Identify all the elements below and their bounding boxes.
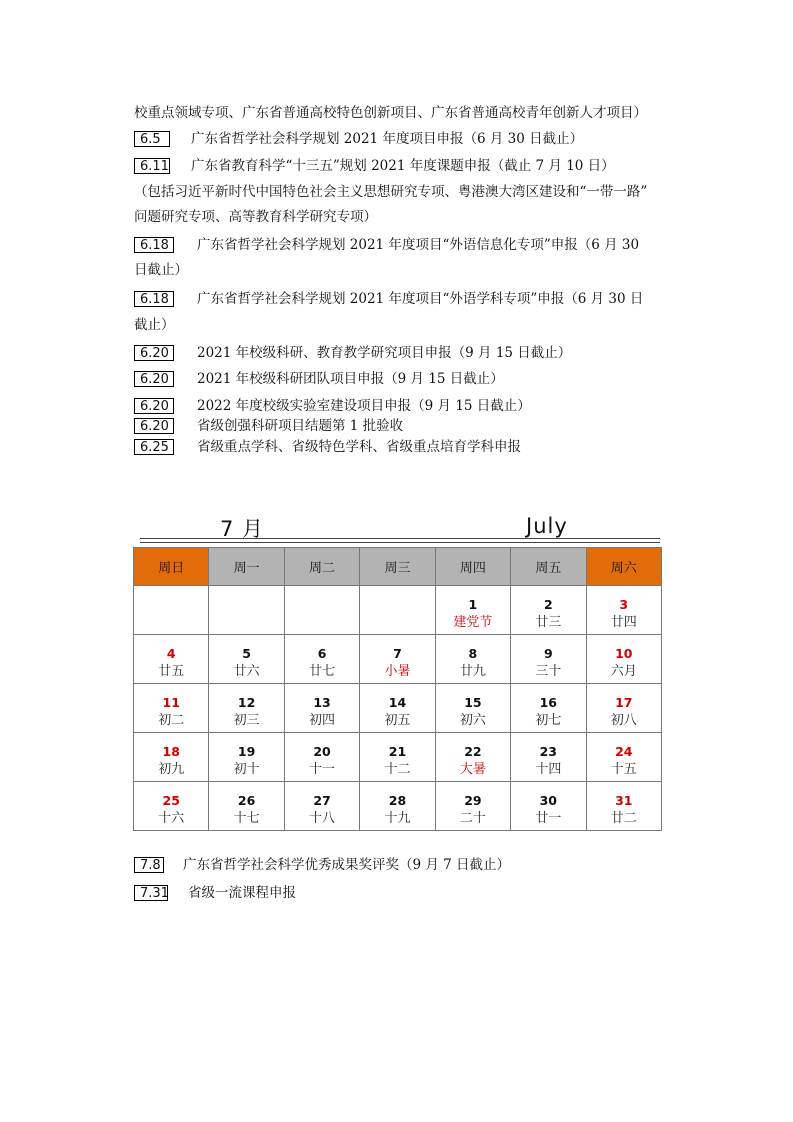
calendar-day-cell — [134, 684, 209, 733]
day-number: 25 — [162, 793, 180, 808]
lunar-label: 十五 — [610, 762, 637, 777]
lunar-label: 初三 — [233, 713, 260, 728]
day-number: 21 — [388, 744, 407, 759]
header-rule-bottom — [140, 542, 660, 543]
item-6-18a-cont: 日截止） — [134, 262, 188, 278]
day-number: 6 — [317, 646, 327, 661]
item-6-20c-text: 2022 年度校级实验室建设项目申报（9 月 15 日截止） — [197, 398, 531, 414]
lunar-label: 十二 — [384, 762, 411, 777]
calendar-day-cell — [360, 586, 435, 635]
lunar-label: 初四 — [309, 713, 336, 728]
calendar-day-cell — [511, 733, 586, 782]
weekday-header-row — [134, 548, 662, 586]
day-number: 29 — [464, 793, 482, 808]
month-title-cn: 7 月 — [220, 517, 265, 541]
calendar-day-cell — [360, 635, 435, 684]
day-number: 9 — [543, 646, 553, 661]
calendar-day-cell — [284, 733, 359, 782]
date-badge-6-20b: 6.20 — [134, 371, 174, 387]
day-number: 24 — [615, 744, 633, 759]
calendar-week-row — [134, 733, 662, 782]
lunar-label: 廿六 — [233, 664, 260, 679]
lunar-label: 廿七 — [309, 664, 336, 679]
calendar-day-cell — [284, 635, 359, 684]
calendar-day-cell — [586, 635, 661, 684]
day-number: 3 — [619, 597, 629, 612]
lunar-label: 十七 — [233, 811, 260, 826]
date-badge-7-8: 7.8 — [134, 857, 164, 873]
item-7-31-text: 省级一流课程申报 — [188, 885, 296, 901]
day-number: 4 — [166, 646, 176, 661]
day-number: 13 — [313, 695, 331, 710]
day-number: 1 — [468, 597, 478, 612]
lunar-label: 十四 — [535, 762, 562, 777]
lunar-label: 初二 — [158, 713, 185, 728]
lunar-label: 十九 — [384, 811, 411, 826]
calendar-week-row — [134, 684, 662, 733]
weekday-fri: 周五 — [511, 548, 586, 586]
lunar-label: 建党节 — [453, 615, 493, 630]
day-number: 18 — [162, 744, 180, 759]
lunar-label: 初五 — [384, 713, 411, 728]
date-badge-7-31: 7.31 — [134, 885, 168, 901]
calendar-day-cell — [511, 635, 586, 684]
calendar-day-cell — [134, 733, 209, 782]
lunar-label: 初十 — [233, 762, 260, 777]
calendar-day-cell — [134, 586, 209, 635]
date-badge-6-20c: 6.20 — [134, 398, 174, 414]
lunar-label: 廿四 — [610, 615, 637, 630]
day-number: 5 — [242, 646, 251, 661]
day-number: 8 — [468, 646, 478, 661]
weekday-wed: 周三 — [360, 548, 435, 586]
day-number: 20 — [313, 744, 331, 759]
calendar-day-cell — [511, 782, 586, 831]
date-badge-6-18a: 6.18 — [134, 237, 174, 253]
lunar-label: 十一 — [309, 762, 336, 777]
day-number: 16 — [539, 695, 558, 710]
calendar-day-cell — [134, 635, 209, 684]
continued-line: 校重点领域专项、广东省普通高校特色创新项目、广东省普通高校青年创新人才项目） — [134, 105, 647, 121]
date-badge-6-5: 6.5 — [134, 131, 170, 147]
calendar-day-cell — [209, 684, 284, 733]
lunar-label: 十八 — [309, 811, 336, 826]
weekday-sun: 周日 — [134, 548, 209, 586]
item-6-11-cont2: 问题研究专项、高等教育科学研究专项） — [134, 209, 377, 225]
item-6-20a-text: 2021 年校级科研、教育教学研究项目申报（9 月 15 日截止） — [197, 345, 572, 361]
month-title-en: July — [526, 514, 568, 538]
calendar-day-cell — [209, 733, 284, 782]
day-number: 12 — [237, 695, 256, 710]
day-number: 28 — [388, 793, 407, 808]
date-badge-6-18b: 6.18 — [134, 291, 174, 307]
calendar-day-cell — [435, 782, 510, 831]
lunar-label: 初七 — [535, 713, 562, 728]
calendar-day-cell — [586, 684, 661, 733]
day-number: 19 — [237, 744, 256, 759]
date-badge-6-20a: 6.20 — [134, 345, 174, 361]
calendar-table — [133, 547, 662, 831]
item-6-11-cont1: （包括习近平新时代中国特色社会主义思想研究专项、粤港澳大湾区建设和“一带一路” — [134, 184, 648, 200]
weekday-mon: 周一 — [209, 548, 284, 586]
calendar-day-cell — [435, 635, 510, 684]
date-badge-6-25: 6.25 — [134, 439, 174, 455]
item-6-25-text: 省级重点学科、省级特色学科、省级重点培育学科申报 — [197, 439, 521, 455]
day-number: 17 — [615, 695, 633, 710]
item-6-20d-text: 省级创强科研项目结题第 1 批验收 — [197, 418, 404, 434]
header-rule-top — [140, 538, 660, 539]
calendar-day-cell — [586, 586, 661, 635]
calendar-day-cell — [435, 684, 510, 733]
lunar-label: 初八 — [610, 713, 637, 728]
day-number: 27 — [313, 793, 331, 808]
lunar-label: 二十 — [459, 811, 486, 826]
lunar-label: 廿九 — [459, 664, 486, 679]
calendar-day-cell — [435, 733, 510, 782]
item-6-20b-text: 2021 年校级科研团队项目申报（9 月 15 日截止） — [197, 371, 504, 387]
calendar-day-cell — [360, 782, 435, 831]
item-6-18b-cont: 截止） — [134, 317, 175, 333]
calendar-day-cell — [586, 733, 661, 782]
calendar-day-cell — [586, 782, 661, 831]
calendar-day-cell — [209, 586, 284, 635]
lunar-label: 十六 — [158, 811, 185, 826]
calendar-day-cell — [360, 684, 435, 733]
item-6-11-text: 广东省教育科学“十三五”规划 2021 年度课题申报（截止 7 月 10 日） — [191, 158, 615, 174]
calendar-day-cell — [134, 782, 209, 831]
item-7-8-text: 广东省哲学社会科学优秀成果奖评奖（9 月 7 日截止） — [183, 857, 511, 873]
calendar-day-cell — [511, 586, 586, 635]
day-number: 11 — [162, 695, 180, 710]
calendar-day-cell — [284, 684, 359, 733]
item-6-18b-text: 广东省哲学社会科学规划 2021 年度项目“外语学科专项”申报（6 月 30 日 — [197, 291, 644, 307]
lunar-label: 廿二 — [610, 811, 637, 826]
weekday-thu: 周四 — [435, 548, 510, 586]
item-6-18a-text: 广东省哲学社会科学规划 2021 年度项目“外语信息化专项”申报（6 月 30 — [197, 237, 640, 253]
calendar-day-cell — [435, 586, 510, 635]
day-number: 30 — [539, 793, 558, 808]
day-number: 14 — [388, 695, 407, 710]
calendar-day-cell — [511, 684, 586, 733]
weekday-sat: 周六 — [586, 548, 661, 586]
lunar-label: 廿三 — [535, 615, 562, 630]
calendar-day-cell — [284, 782, 359, 831]
lunar-label: 小暑 — [384, 664, 411, 679]
lunar-label: 六月 — [610, 664, 637, 679]
day-number: 2 — [543, 597, 553, 612]
calendar-day-cell — [360, 733, 435, 782]
day-number: 7 — [393, 646, 402, 661]
lunar-label: 大暑 — [459, 762, 486, 777]
calendar-week-row — [134, 586, 662, 635]
calendar-week-row — [134, 635, 662, 684]
calendar-day-cell — [209, 635, 284, 684]
day-number: 26 — [237, 793, 256, 808]
day-number: 31 — [615, 793, 633, 808]
calendar-day-cell — [284, 586, 359, 635]
lunar-label: 廿一 — [535, 811, 562, 826]
lunar-label: 廿五 — [158, 664, 185, 679]
day-number: 22 — [464, 744, 482, 759]
lunar-label: 初六 — [459, 713, 486, 728]
weekday-tue: 周二 — [284, 548, 359, 586]
day-number: 23 — [539, 744, 558, 759]
date-badge-6-11: 6.11 — [134, 158, 170, 174]
day-number: 15 — [464, 695, 482, 710]
date-badge-6-20d: 6.20 — [134, 418, 174, 434]
lunar-label: 三十 — [535, 664, 562, 679]
lunar-label: 初九 — [158, 762, 185, 777]
calendar-day-cell — [209, 782, 284, 831]
item-6-5-text: 广东省哲学社会科学规划 2021 年度项目申报（6 月 30 日截止） — [191, 131, 584, 147]
day-number: 10 — [615, 646, 633, 661]
calendar-week-row — [134, 782, 662, 831]
